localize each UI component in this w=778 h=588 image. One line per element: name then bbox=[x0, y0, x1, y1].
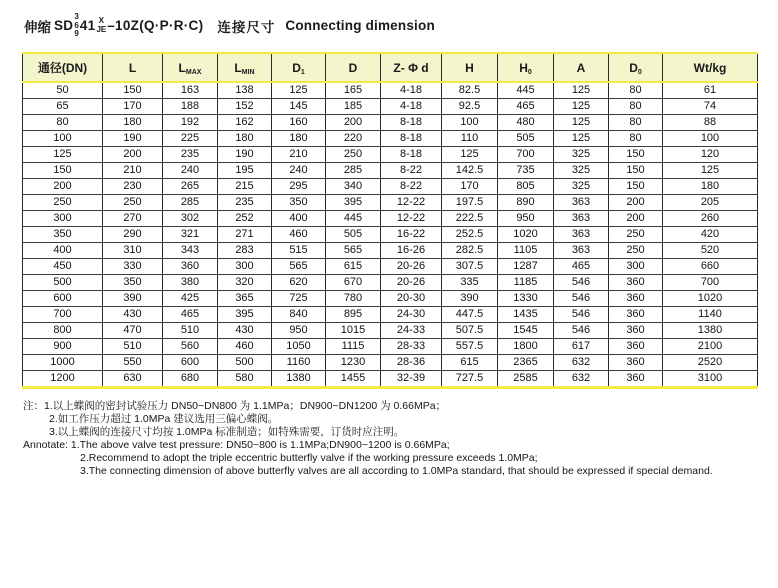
table-cell: 615 bbox=[326, 259, 381, 275]
table-cell: 250 bbox=[609, 243, 663, 259]
table-cell: 617 bbox=[554, 339, 609, 355]
table-cell: 363 bbox=[554, 211, 609, 227]
table-cell: 700 bbox=[23, 307, 103, 323]
table-cell: 900 bbox=[23, 339, 103, 355]
table-cell: 390 bbox=[442, 291, 498, 307]
table-cell: 125 bbox=[272, 82, 326, 99]
table-cell: 670 bbox=[326, 275, 381, 291]
table-cell: 510 bbox=[103, 339, 163, 355]
table-cell: 125 bbox=[554, 82, 609, 99]
table-cell: 125 bbox=[554, 131, 609, 147]
connecting-dimension-table bbox=[22, 52, 758, 389]
table-cell: 600 bbox=[23, 291, 103, 307]
table-cell: 725 bbox=[272, 291, 326, 307]
table-row bbox=[23, 115, 758, 131]
table-cell: 170 bbox=[103, 99, 163, 115]
stack-code: JE bbox=[96, 24, 107, 34]
table-cell: 600 bbox=[163, 355, 218, 371]
stack-code: X bbox=[98, 16, 104, 26]
table-cell: 125 bbox=[23, 147, 103, 163]
table-cell: 32-39 bbox=[381, 371, 442, 388]
table-header-row bbox=[23, 53, 758, 82]
table-cell: 1160 bbox=[272, 355, 326, 371]
column-header: 通径(DN) bbox=[23, 53, 103, 82]
table-cell: 805 bbox=[498, 179, 554, 195]
table-cell: 632 bbox=[554, 355, 609, 371]
model-variant-stack-xje bbox=[96, 17, 106, 34]
table-cell: 100 bbox=[442, 115, 498, 131]
table-cell: 285 bbox=[163, 195, 218, 211]
column-header: $H_0$ bbox=[498, 53, 554, 82]
table-cell: 320 bbox=[218, 275, 272, 291]
table-cell: 185 bbox=[326, 99, 381, 115]
column-header: Wt/kg bbox=[663, 53, 758, 82]
table-cell: 1800 bbox=[498, 339, 554, 355]
table-cell: 420 bbox=[663, 227, 758, 243]
table-cell: 1105 bbox=[498, 243, 554, 259]
table-cell: 4-18 bbox=[381, 99, 442, 115]
table-cell: 282.5 bbox=[442, 243, 498, 259]
table-cell: 343 bbox=[163, 243, 218, 259]
table-cell: 50 bbox=[56, 84, 69, 96]
table-cell: 230 bbox=[103, 179, 163, 195]
model-mid: 41 bbox=[79, 18, 96, 34]
table-cell: 800 bbox=[23, 323, 103, 339]
table-row bbox=[23, 163, 758, 179]
table-row bbox=[23, 339, 758, 355]
table-cell: 1230 bbox=[326, 355, 381, 371]
table-cell: 447.5 bbox=[442, 307, 498, 323]
table-cell: 735 bbox=[498, 163, 554, 179]
table-cell: 546 bbox=[554, 291, 609, 307]
table-cell: 1020 bbox=[663, 291, 758, 307]
table-cell: 500 bbox=[23, 275, 103, 291]
table-cell: 515 bbox=[272, 243, 326, 259]
note-cn-3: 3.以上蝶阀的连接尺寸均按 1.0MPa 标准制造；如特殊需要，订货时应注明。 bbox=[49, 426, 405, 438]
table-cell: 200 bbox=[609, 195, 663, 211]
table-cell: 360 bbox=[609, 355, 663, 371]
table-cell: 300 bbox=[218, 259, 272, 275]
table-cell: 325 bbox=[554, 179, 609, 195]
table-cell: 100 bbox=[23, 131, 103, 147]
table-cell: 65 bbox=[23, 99, 103, 115]
table-cell: 360 bbox=[609, 291, 663, 307]
table-cell: 895 bbox=[326, 307, 381, 323]
table-cell: 780 bbox=[326, 291, 381, 307]
table-cell: 360 bbox=[609, 339, 663, 355]
table-cell: 1435 bbox=[498, 307, 554, 323]
note-en-1: Annotate: 1.The above valve test pressure: DN50~800 is 1.1MPa;DN900~1200 is 0.66MPa; bbox=[23, 439, 450, 451]
table-cell: 350 bbox=[272, 195, 326, 211]
notes-block bbox=[23, 400, 713, 478]
table-row bbox=[23, 131, 758, 147]
table-cell: 80 bbox=[609, 82, 663, 99]
table-row bbox=[23, 99, 758, 115]
table-cell: 250 bbox=[103, 195, 163, 211]
table-cell: 325 bbox=[554, 147, 609, 163]
table-cell: 162 bbox=[218, 115, 272, 131]
title-prefix-cn: 伸缩 bbox=[24, 19, 51, 35]
table-cell: 165 bbox=[326, 82, 381, 99]
table-cell: 950 bbox=[498, 211, 554, 227]
stack-digit: 9 bbox=[74, 29, 79, 38]
table-cell: 360 bbox=[609, 323, 663, 339]
table-cell: 1020 bbox=[498, 227, 554, 243]
table-cell: 150 bbox=[23, 163, 103, 179]
table-cell: 8-22 bbox=[381, 179, 442, 195]
table-cell: 235 bbox=[163, 147, 218, 163]
table-cell: 395 bbox=[218, 307, 272, 323]
table-cell: 142.5 bbox=[442, 163, 498, 179]
table-cell: 240 bbox=[163, 163, 218, 179]
table-cell: 700 bbox=[663, 275, 758, 291]
table-row bbox=[23, 291, 758, 307]
table-cell: 28-36 bbox=[381, 355, 442, 371]
table-cell: 138 bbox=[218, 82, 272, 99]
table-cell: 188 bbox=[163, 99, 218, 115]
table-cell: 200 bbox=[103, 147, 163, 163]
table-cell: 205 bbox=[663, 195, 758, 211]
table-body bbox=[23, 82, 758, 388]
column-header: A bbox=[554, 53, 609, 82]
table-cell: 300 bbox=[23, 211, 103, 227]
table-cell: 252 bbox=[218, 211, 272, 227]
table-cell: 235 bbox=[218, 195, 272, 211]
table-cell: 505 bbox=[326, 227, 381, 243]
table-cell: 120 bbox=[663, 147, 758, 163]
table-cell: 302 bbox=[163, 211, 218, 227]
table-cell: 380 bbox=[163, 275, 218, 291]
note-cn-2: 2.如工作压力超过 1.0MPa 建议选用三偏心蝶阀。 bbox=[49, 413, 279, 425]
table-cell: 210 bbox=[103, 163, 163, 179]
table-cell: 88 bbox=[663, 115, 758, 131]
table-cell: 1185 bbox=[498, 275, 554, 291]
table-cell: 190 bbox=[218, 147, 272, 163]
table-cell: 125 bbox=[442, 147, 498, 163]
table-cell: 1140 bbox=[663, 307, 758, 323]
table-cell: 240 bbox=[272, 163, 326, 179]
table-cell: 8-18 bbox=[381, 147, 442, 163]
table-cell: 265 bbox=[163, 179, 218, 195]
table-cell: 220 bbox=[326, 131, 381, 147]
table-cell: 307.5 bbox=[442, 259, 498, 275]
table-cell: 1287 bbox=[498, 259, 554, 275]
table-cell: 510 bbox=[163, 323, 218, 339]
stack-digit: 6 bbox=[74, 20, 79, 30]
table-cell: 295 bbox=[272, 179, 326, 195]
table-cell: 80 bbox=[23, 115, 103, 131]
table-cell: 28-33 bbox=[381, 339, 442, 355]
table-cell: 61 bbox=[663, 82, 758, 99]
table-cell: 580 bbox=[218, 371, 272, 388]
table-cell: 252.5 bbox=[442, 227, 498, 243]
column-header: D bbox=[326, 53, 381, 82]
table-cell: 445 bbox=[498, 82, 554, 99]
table-cell: 16-22 bbox=[381, 227, 442, 243]
table-cell: 632 bbox=[554, 371, 609, 388]
page-title bbox=[24, 13, 435, 39]
table-cell: 145 bbox=[272, 99, 326, 115]
table-row bbox=[23, 243, 758, 259]
table-cell: 225 bbox=[163, 131, 218, 147]
table-cell: 150 bbox=[609, 147, 663, 163]
table-cell: 727.5 bbox=[442, 371, 498, 388]
table-cell: 350 bbox=[23, 227, 103, 243]
table-cell: 270 bbox=[103, 211, 163, 227]
table-cell: 24-33 bbox=[381, 323, 442, 339]
table-cell: 290 bbox=[103, 227, 163, 243]
table-cell: 350 bbox=[103, 275, 163, 291]
column-header: H bbox=[442, 53, 498, 82]
table-cell: 321 bbox=[163, 227, 218, 243]
table-cell: 390 bbox=[103, 291, 163, 307]
table-cell: 1545 bbox=[498, 323, 554, 339]
table-cell: 300 bbox=[609, 259, 663, 275]
table-cell: 160 bbox=[272, 115, 326, 131]
column-header: $L_{MIN}$ bbox=[218, 53, 272, 82]
table-cell: 192 bbox=[163, 115, 218, 131]
table-cell: 1050 bbox=[272, 339, 326, 355]
table-cell: 400 bbox=[272, 211, 326, 227]
table-cell: 565 bbox=[326, 243, 381, 259]
table-cell: 3100 bbox=[663, 371, 758, 388]
table-cell: 1380 bbox=[663, 323, 758, 339]
table-cell: 340 bbox=[326, 179, 381, 195]
table-cell: 546 bbox=[554, 323, 609, 339]
table-cell: 260 bbox=[663, 211, 758, 227]
table-cell: 200 bbox=[609, 211, 663, 227]
column-header: L bbox=[103, 53, 163, 82]
table-cell: 16-26 bbox=[381, 243, 442, 259]
table-row bbox=[23, 307, 758, 323]
table-cell: 360 bbox=[609, 275, 663, 291]
table-row bbox=[23, 259, 758, 275]
table-cell: 180 bbox=[218, 131, 272, 147]
table-cell: 100 bbox=[663, 131, 758, 147]
table-cell: 620 bbox=[272, 275, 326, 291]
model-base: SD bbox=[54, 18, 74, 34]
table-cell: 285 bbox=[326, 163, 381, 179]
table-cell: 546 bbox=[554, 275, 609, 291]
table-cell: 480 bbox=[498, 115, 554, 131]
model-variant-stack-369 bbox=[74, 13, 78, 39]
table-cell: 12-22 bbox=[381, 211, 442, 227]
table-cell: 222.5 bbox=[442, 211, 498, 227]
table-cell: 1200 bbox=[23, 371, 103, 388]
table-cell: 8-18 bbox=[381, 115, 442, 131]
table-cell: 82.5 bbox=[442, 82, 498, 99]
table-cell: 180 bbox=[272, 131, 326, 147]
table-cell: 170 bbox=[442, 179, 498, 195]
table-cell: 125 bbox=[663, 163, 758, 179]
table-cell: 150 bbox=[609, 179, 663, 195]
table-cell: 465 bbox=[554, 259, 609, 275]
table-cell: 430 bbox=[103, 307, 163, 323]
table-row bbox=[23, 275, 758, 291]
table-cell: 92.5 bbox=[442, 99, 498, 115]
table-cell: 310 bbox=[103, 243, 163, 259]
table-cell: 74 bbox=[663, 99, 758, 115]
table-cell: 200 bbox=[326, 115, 381, 131]
table-cell: 680 bbox=[163, 371, 218, 388]
table-cell: 363 bbox=[554, 195, 609, 211]
table-cell: 215 bbox=[218, 179, 272, 195]
table-cell: 271 bbox=[218, 227, 272, 243]
table-cell: 395 bbox=[326, 195, 381, 211]
table-cell: 250 bbox=[23, 195, 103, 211]
table-row bbox=[23, 371, 758, 388]
table-cell: 335 bbox=[442, 275, 498, 291]
table-cell: 360 bbox=[163, 259, 218, 275]
table-cell: 950 bbox=[272, 323, 326, 339]
table-cell: 125 bbox=[554, 115, 609, 131]
stack-digit: 3 bbox=[74, 12, 79, 21]
table-cell: 425 bbox=[163, 291, 218, 307]
table-cell: 560 bbox=[163, 339, 218, 355]
table-cell: 80 bbox=[609, 115, 663, 131]
table-row bbox=[23, 82, 758, 99]
column-header: $D_1$ bbox=[272, 53, 326, 82]
table-cell: 465 bbox=[163, 307, 218, 323]
title-en-label: Connecting dimension bbox=[285, 18, 435, 34]
table-cell: 200 bbox=[23, 179, 103, 195]
table-cell: 4-18 bbox=[381, 82, 442, 99]
model-suffix: –10Z(Q·P·R·C) bbox=[107, 18, 204, 34]
table-row bbox=[23, 195, 758, 211]
table-cell: 465 bbox=[498, 99, 554, 115]
table-row bbox=[23, 179, 758, 195]
table-cell: 110 bbox=[442, 131, 498, 147]
table-cell: 430 bbox=[218, 323, 272, 339]
table-cell: 150 bbox=[103, 82, 163, 99]
table-cell: 546 bbox=[554, 307, 609, 323]
table-cell: 660 bbox=[663, 259, 758, 275]
table-cell: 520 bbox=[663, 243, 758, 259]
table-cell: 2585 bbox=[498, 371, 554, 388]
table-cell: 507.5 bbox=[442, 323, 498, 339]
table-cell: 20-26 bbox=[381, 259, 442, 275]
table-cell: 460 bbox=[218, 339, 272, 355]
column-header: Z- Φ d bbox=[381, 53, 442, 82]
table-cell: 363 bbox=[554, 243, 609, 259]
table-cell: 470 bbox=[103, 323, 163, 339]
table-cell: 630 bbox=[103, 371, 163, 388]
table-cell: 700 bbox=[498, 147, 554, 163]
table-row bbox=[23, 211, 758, 227]
table-cell: 150 bbox=[609, 163, 663, 179]
table-cell: 890 bbox=[498, 195, 554, 211]
table-cell: 180 bbox=[103, 115, 163, 131]
table-cell: 325 bbox=[554, 163, 609, 179]
note-en-2: 2.Recommend to adopt the triple eccentric butterfly valve if the working pressure exceeds 1.0MPa; bbox=[80, 452, 538, 464]
table-cell: 152 bbox=[218, 99, 272, 115]
table-row bbox=[23, 355, 758, 371]
table-cell: 20-30 bbox=[381, 291, 442, 307]
table-cell: 1330 bbox=[498, 291, 554, 307]
table-cell: 557.5 bbox=[442, 339, 498, 355]
table-cell: 24-30 bbox=[381, 307, 442, 323]
table-cell: 180 bbox=[663, 179, 758, 195]
table-cell: 197.5 bbox=[442, 195, 498, 211]
table-cell: 363 bbox=[554, 227, 609, 243]
table-cell: 20-26 bbox=[381, 275, 442, 291]
table-cell: 1115 bbox=[326, 339, 381, 355]
table-cell: 8-22 bbox=[381, 163, 442, 179]
table-cell: 565 bbox=[272, 259, 326, 275]
table-cell: 190 bbox=[103, 131, 163, 147]
table-cell: 195 bbox=[218, 163, 272, 179]
table-row bbox=[23, 323, 758, 339]
column-header: $D_0$ bbox=[609, 53, 663, 82]
table-cell: 125 bbox=[554, 99, 609, 115]
table-cell: 210 bbox=[272, 147, 326, 163]
table-cell: 505 bbox=[498, 131, 554, 147]
table-cell: 250 bbox=[609, 227, 663, 243]
table-cell: 1015 bbox=[326, 323, 381, 339]
table-cell: 460 bbox=[272, 227, 326, 243]
table-cell: 2365 bbox=[498, 355, 554, 371]
table-cell: 840 bbox=[272, 307, 326, 323]
table-cell: 80 bbox=[609, 99, 663, 115]
table-cell: 365 bbox=[218, 291, 272, 307]
title-cn-label: 连接尺寸 bbox=[217, 19, 276, 35]
table-cell: 80 bbox=[609, 131, 663, 147]
table-cell: 330 bbox=[103, 259, 163, 275]
note-en-3: 3.The connecting dimension of above butterfly valves are all according to 1.0MPa standard, that should be expressed if special demand. bbox=[80, 465, 713, 477]
table-cell: 1455 bbox=[326, 371, 381, 388]
table-cell: 450 bbox=[23, 259, 103, 275]
table-cell: 360 bbox=[609, 371, 663, 388]
table-cell: 12-22 bbox=[381, 195, 442, 211]
table-row bbox=[23, 147, 758, 163]
note-cn-1: 注：1.以上蝶阀的密封试验压力 DN50~DN800 为 1.1MPa；DN900~DN1200 为 0.66MPa； bbox=[23, 400, 447, 412]
table-cell: 2100 bbox=[663, 339, 758, 355]
table-cell: 550 bbox=[103, 355, 163, 371]
table-cell: 250 bbox=[326, 147, 381, 163]
table-cell: 2520 bbox=[663, 355, 758, 371]
table-cell: 8-18 bbox=[381, 131, 442, 147]
table-cell: 400 bbox=[23, 243, 103, 259]
table-cell: 360 bbox=[609, 307, 663, 323]
table-cell: 615 bbox=[442, 355, 498, 371]
table-cell: 1000 bbox=[23, 355, 103, 371]
column-header: $L_{MAX}$ bbox=[163, 53, 218, 82]
table-cell: 283 bbox=[218, 243, 272, 259]
table-cell: 500 bbox=[218, 355, 272, 371]
table-row bbox=[23, 227, 758, 243]
table-cell: 445 bbox=[326, 211, 381, 227]
table-cell: 1380 bbox=[272, 371, 326, 388]
table-cell: 163 bbox=[163, 82, 218, 99]
